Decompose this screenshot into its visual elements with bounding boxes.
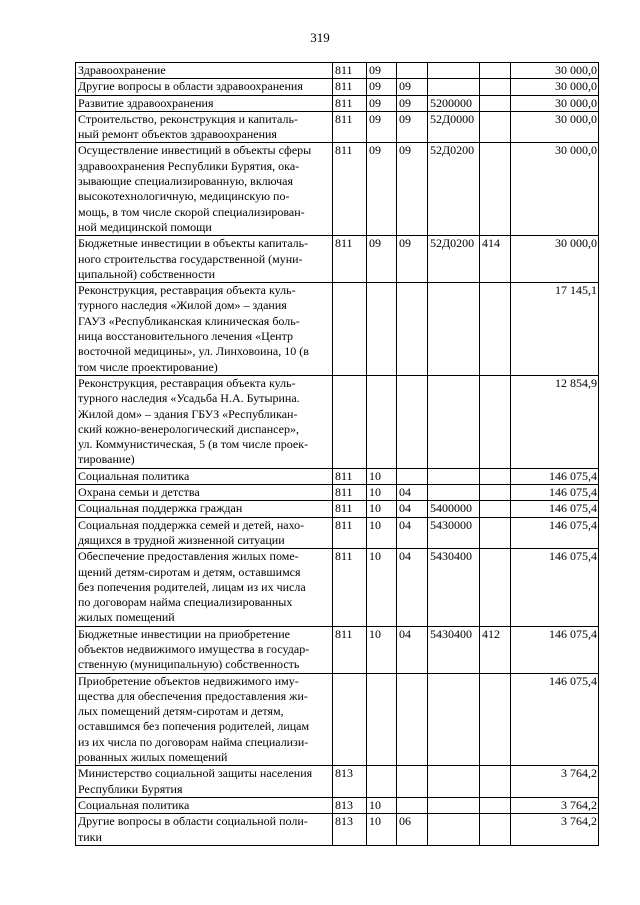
section-cell: 10 [367, 517, 397, 549]
section-cell: 10 [367, 501, 397, 517]
expense-type-cell [480, 766, 511, 798]
subsection-cell: 04 [397, 485, 428, 501]
table-row [76, 63, 599, 79]
expense-type-cell [480, 143, 511, 236]
section-cell [367, 283, 397, 376]
expense-type-cell [480, 468, 511, 484]
section-cell: 10 [367, 814, 397, 846]
table-row [76, 485, 599, 501]
subsection-cell: 09 [397, 79, 428, 95]
ministry-code-cell: 811 [333, 79, 367, 95]
target-item-cell [428, 468, 480, 484]
item-name-cell: Социальная политика [76, 468, 333, 484]
item-name-cell: Приобретение объектов недвижимого иму- щества для обеспечения предоставления жи- лых помещений детям-сиротам и детям, оставшимся без попечения родителей, лицам из их числа по договорам найма специализи- рованных жилых помещений [76, 673, 333, 766]
section-cell: 09 [367, 63, 397, 79]
subsection-cell: 09 [397, 236, 428, 283]
subsection-cell: 04 [397, 626, 428, 673]
table-row [76, 797, 599, 813]
ministry-code-cell: 811 [333, 517, 367, 549]
table-row [76, 375, 599, 468]
table-row [76, 283, 599, 376]
amount-cell: 3 764,2 [511, 766, 599, 798]
table-row [76, 143, 599, 236]
item-name-cell: Бюджетные инвестиции в объекты капиталь- ного строительства государственной (муни- ципальной) собственности [76, 236, 333, 283]
amount-cell: 146 075,4 [511, 485, 599, 501]
expense-type-cell [480, 375, 511, 468]
expense-type-cell [480, 549, 511, 626]
section-cell: 09 [367, 143, 397, 236]
ministry-code-cell: 811 [333, 95, 367, 111]
target-item-cell [428, 375, 480, 468]
ministry-code-cell: 811 [333, 63, 367, 79]
expense-type-cell [480, 283, 511, 376]
page-number: 319 [310, 30, 330, 45]
budget-table-body [76, 63, 599, 846]
table-row [76, 549, 599, 626]
item-name-cell: Реконструкция, реставрация объекта куль- турного наследия «Жилой дом» – здания ГАУЗ «Республиканская клиническая боль- ница восстановительного лечения «Центр восточной медицины», ул. Линховоина, 10 (в том числе проектирование) [76, 283, 333, 376]
ministry-code-cell [333, 673, 367, 766]
subsection-cell: 04 [397, 517, 428, 549]
target-item-cell: 5430400 [428, 549, 480, 626]
target-item-cell [428, 797, 480, 813]
ministry-code-cell: 811 [333, 549, 367, 626]
item-name-cell: Здравоохранение [76, 63, 333, 79]
section-cell [367, 766, 397, 798]
expense-type-cell [480, 111, 511, 143]
item-name-cell: Обеспечение предоставления жилых поме- щений детям-сиротам и детям, оставшимся без попечения родителей, лицам из их числа по договорам найма специализированных жилых помещений [76, 549, 333, 626]
amount-cell: 30 000,0 [511, 236, 599, 283]
budget-table [75, 62, 599, 846]
expense-type-cell: 414 [480, 236, 511, 283]
item-name-cell: Социальная политика [76, 797, 333, 813]
ministry-code-cell: 813 [333, 797, 367, 813]
expense-type-cell [480, 95, 511, 111]
subsection-cell [397, 797, 428, 813]
amount-cell: 146 075,4 [511, 673, 599, 766]
ministry-code-cell: 813 [333, 766, 367, 798]
section-cell: 09 [367, 236, 397, 283]
subsection-cell [397, 766, 428, 798]
expense-type-cell [480, 814, 511, 846]
table-row [76, 517, 599, 549]
section-cell: 10 [367, 549, 397, 626]
section-cell: 09 [367, 79, 397, 95]
section-cell: 09 [367, 95, 397, 111]
target-item-cell [428, 283, 480, 376]
section-cell: 10 [367, 485, 397, 501]
section-cell: 09 [367, 111, 397, 143]
amount-cell: 30 000,0 [511, 111, 599, 143]
amount-cell: 3 764,2 [511, 797, 599, 813]
expense-type-cell: 412 [480, 626, 511, 673]
item-name-cell: Социальная поддержка граждан [76, 501, 333, 517]
target-item-cell: 5430000 [428, 517, 480, 549]
amount-cell: 30 000,0 [511, 79, 599, 95]
amount-cell: 30 000,0 [511, 143, 599, 236]
target-item-cell: 52Д0200 [428, 236, 480, 283]
table-row [76, 673, 599, 766]
target-item-cell [428, 79, 480, 95]
ministry-code-cell: 811 [333, 501, 367, 517]
amount-cell: 146 075,4 [511, 517, 599, 549]
item-name-cell: Бюджетные инвестиции на приобретение объектов недвижимого имущества в государ- ственную (муниципальную) собственность [76, 626, 333, 673]
item-name-cell: Охрана семьи и детства [76, 485, 333, 501]
ministry-code-cell: 811 [333, 111, 367, 143]
expense-type-cell [480, 517, 511, 549]
item-name-cell: Реконструкция, реставрация объекта куль- турного наследия «Усадьба Н.А. Бутырина. Жилой дом» – здания ГБУЗ «Республикан- ский кожно-венерологический диспансер», ул. Коммунистическая, 5 (в том числе проек- тирование) [76, 375, 333, 468]
ministry-code-cell: 811 [333, 468, 367, 484]
subsection-cell: 09 [397, 95, 428, 111]
amount-cell: 146 075,4 [511, 549, 599, 626]
amount-cell: 12 854,9 [511, 375, 599, 468]
target-item-cell: 5430400 [428, 626, 480, 673]
ministry-code-cell [333, 375, 367, 468]
ministry-code-cell: 811 [333, 143, 367, 236]
subsection-cell: 06 [397, 814, 428, 846]
subsection-cell [397, 63, 428, 79]
amount-cell: 30 000,0 [511, 63, 599, 79]
section-cell [367, 375, 397, 468]
table-row [76, 814, 599, 846]
subsection-cell: 04 [397, 549, 428, 626]
amount-cell: 17 145,1 [511, 283, 599, 376]
target-item-cell: 52Д0000 [428, 111, 480, 143]
subsection-cell [397, 283, 428, 376]
amount-cell: 146 075,4 [511, 468, 599, 484]
subsection-cell [397, 375, 428, 468]
target-item-cell [428, 63, 480, 79]
ministry-code-cell [333, 283, 367, 376]
item-name-cell: Другие вопросы в области здравоохранения [76, 79, 333, 95]
amount-cell: 146 075,4 [511, 626, 599, 673]
ministry-code-cell: 813 [333, 814, 367, 846]
ministry-code-cell: 811 [333, 485, 367, 501]
section-cell [367, 673, 397, 766]
table-row [76, 95, 599, 111]
item-name-cell: Осуществление инвестиций в объекты сферы здравоохранения Республики Бурятия, ока- зывающие специализированную, включая высокотехнологичную, медицинскую по- мощь, в том числе скорой специализирован- ной медицинской помощи [76, 143, 333, 236]
table-row [76, 468, 599, 484]
table-row [76, 766, 599, 798]
expense-type-cell [480, 501, 511, 517]
item-name-cell: Социальная поддержка семей и детей, нахо- дящихся в трудной жизненной ситуации [76, 517, 333, 549]
target-item-cell [428, 673, 480, 766]
section-cell: 10 [367, 626, 397, 673]
target-item-cell: 5400000 [428, 501, 480, 517]
table-row [76, 79, 599, 95]
target-item-cell [428, 485, 480, 501]
expense-type-cell [480, 673, 511, 766]
amount-cell: 3 764,2 [511, 814, 599, 846]
expense-type-cell [480, 797, 511, 813]
table-row [76, 626, 599, 673]
expense-type-cell [480, 79, 511, 95]
target-item-cell [428, 814, 480, 846]
expense-type-cell [480, 485, 511, 501]
item-name-cell: Развитие здравоохранения [76, 95, 333, 111]
expense-type-cell [480, 63, 511, 79]
item-name-cell: Строительство, реконструкция и капиталь- ный ремонт объектов здравоохранения [76, 111, 333, 143]
subsection-cell [397, 468, 428, 484]
target-item-cell: 52Д0200 [428, 143, 480, 236]
subsection-cell: 09 [397, 111, 428, 143]
table-row [76, 236, 599, 283]
amount-cell: 30 000,0 [511, 95, 599, 111]
table-row [76, 111, 599, 143]
amount-cell: 146 075,4 [511, 501, 599, 517]
subsection-cell: 09 [397, 143, 428, 236]
table-row [76, 501, 599, 517]
target-item-cell: 5200000 [428, 95, 480, 111]
subsection-cell [397, 673, 428, 766]
subsection-cell: 04 [397, 501, 428, 517]
target-item-cell [428, 766, 480, 798]
section-cell: 10 [367, 468, 397, 484]
item-name-cell: Министерство социальной защиты населения Республики Бурятия [76, 766, 333, 798]
item-name-cell: Другие вопросы в области социальной поли- тики [76, 814, 333, 846]
ministry-code-cell: 811 [333, 236, 367, 283]
section-cell: 10 [367, 797, 397, 813]
ministry-code-cell: 811 [333, 626, 367, 673]
